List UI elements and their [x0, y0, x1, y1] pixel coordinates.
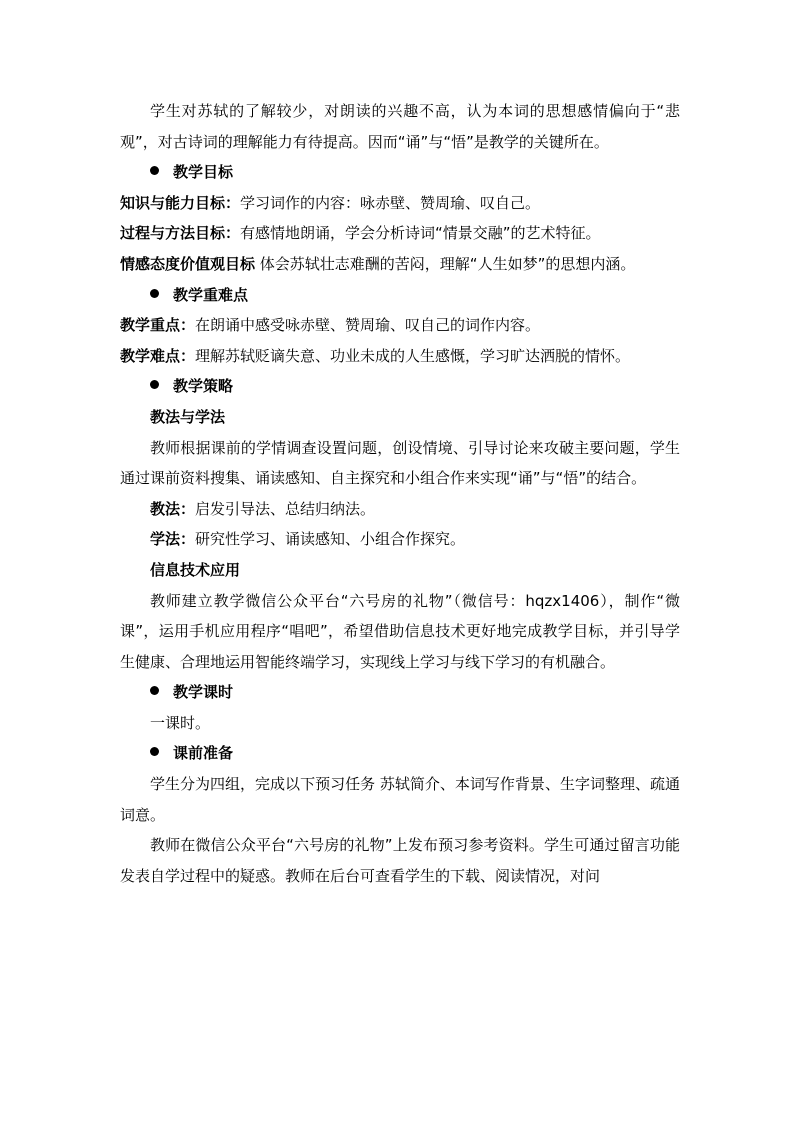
key-points-heading-text: 教学重难点	[173, 285, 249, 304]
key-point-focus-label: 教学重点：	[120, 316, 196, 335]
objectives-heading-text: 教学目标	[173, 163, 234, 182]
bullet-icon	[150, 166, 159, 175]
learning-method	[120, 524, 680, 555]
objective-emotion	[120, 249, 680, 280]
strategy-heading	[120, 371, 680, 402]
bullet-icon	[150, 289, 159, 298]
key-point-focus	[120, 310, 680, 341]
methods-paragraph: 教师根据课前的学情调查设置问题，创设情境、引导讨论来攻破主要问题，学生通过课前资料搜集、诵读感知、自主探究和小组合作来实现“诵”与“悟”的结合。	[120, 438, 680, 488]
preparation-paragraph-1: 学生分为四组，完成以下预习任务 苏轼简介、本词写作背景、生字词整理、疏通词意。	[120, 775, 680, 824]
hours-text: 一课时。	[150, 713, 211, 732]
preparation-paragraph-2: 教师在微信公众平台“六号房的礼物”上发布预习参考资料。学生可通过留言功能发表自学过程中的疑惑。教师在后台可查看学生的下载、阅读情况，对问	[120, 836, 680, 885]
objective-knowledge-text: 学习词作的内容：咏赤壁、赞周瑜、叹自己。	[240, 193, 541, 212]
key-point-focus-text: 在朗诵中感受咏赤壁、赞周瑜、叹自己的词作内容。	[195, 316, 541, 335]
objective-process-label: 过程与方法目标：	[120, 224, 241, 243]
objective-emotion-text: 体会苏轼壮志难酬的苦闷，理解“人生如梦”的思想内涵。	[259, 254, 636, 273]
objective-knowledge	[120, 188, 680, 219]
preparation-heading	[120, 738, 680, 769]
key-point-difficulty	[120, 341, 680, 372]
bullet-icon	[150, 380, 159, 389]
teaching-method-text: 启发引导法、总结归纳法。	[195, 499, 376, 518]
objectives-heading	[120, 157, 680, 188]
hours-heading-text: 教学课时	[173, 683, 234, 702]
key-point-difficulty-label: 教学难点：	[120, 346, 196, 365]
learning-method-label: 学法：	[150, 530, 196, 549]
teaching-method	[120, 494, 680, 525]
document-body	[120, 96, 680, 891]
tech-subheading: 信息技术应用	[150, 560, 241, 579]
learning-method-text: 研究性学习、诵读感知、小组合作探究。	[195, 530, 466, 549]
intro-paragraph: 学生对苏轼的了解较少，对朗读的兴趣不高，认为本词的思想感情偏向于“悲观”，对古诗词的理解能力有待提高。因而“诵”与“悟”是教学的关键所在。	[120, 102, 680, 151]
objective-process-text: 有感情地朗诵，学会分析诗词“情景交融”的艺术特征。	[240, 224, 601, 243]
objective-knowledge-label: 知识与能力目标：	[120, 193, 241, 212]
hours-heading	[120, 677, 680, 708]
tech-paragraph: 教师建立教学微信公众平台“六号房的礼物”（微信号：hqzx1406），制作“微课”，运用手机应用程序“唱吧”，希望借助信息技术更好地完成教学目标，并引导学生健康、合理地运用智能终端学习，实现线上学习与线下学习的有机融合。	[120, 591, 680, 671]
bullet-icon	[150, 686, 159, 695]
key-points-heading	[120, 280, 680, 311]
strategy-heading-text: 教学策略	[173, 377, 234, 396]
objective-process	[120, 218, 680, 249]
bullet-icon	[150, 747, 159, 756]
methods-subheading: 教法与学法	[150, 407, 226, 426]
teaching-method-label: 教法：	[150, 499, 196, 518]
preparation-heading-text: 课前准备	[173, 744, 234, 763]
key-point-difficulty-text: 理解苏轼贬谪失意、功业未成的人生感慨，学习旷达洒脱的情怀。	[195, 346, 631, 365]
objective-emotion-label: 情感态度价值观目标	[120, 254, 256, 273]
